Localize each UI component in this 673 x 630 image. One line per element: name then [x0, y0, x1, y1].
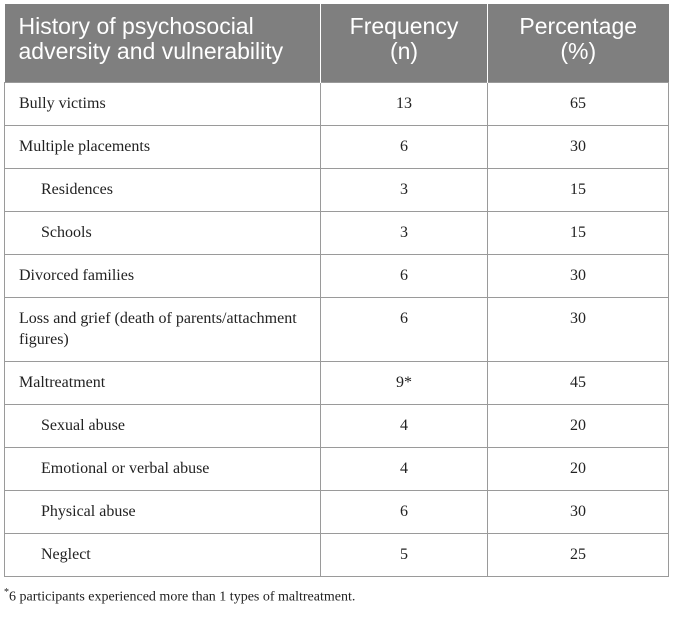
row-label: Sexual abuse [5, 404, 321, 447]
percentage-cell: 30 [488, 254, 669, 297]
table-row [5, 82, 669, 125]
frequency-cell: 13 [321, 82, 488, 125]
table-row [5, 533, 669, 576]
table-row [5, 490, 669, 533]
frequency-cell: 6 [321, 297, 488, 361]
frequency-cell: 6 [321, 254, 488, 297]
row-label: Residences [5, 168, 321, 211]
percentage-cell: 30 [488, 125, 669, 168]
frequency-cell: 4 [321, 447, 488, 490]
table-row [5, 447, 669, 490]
percentage-cell: 15 [488, 211, 669, 254]
column-header-history: History of psychosocial adversity and vulnerability [5, 4, 321, 82]
table-row [5, 361, 669, 404]
frequency-cell: 6 [321, 125, 488, 168]
footnote-marker: * [4, 586, 9, 598]
frequency-cell: 3 [321, 168, 488, 211]
footnote-text: 6 participants experienced more than 1 types of maltreatment. [9, 589, 356, 605]
row-label: Neglect [5, 533, 321, 576]
percentage-cell: 65 [488, 82, 669, 125]
frequency-cell: 9* [321, 361, 488, 404]
row-label: Loss and grief (death of parents/attachment figures) [5, 297, 321, 361]
column-header-percentage: Percentage (%) [488, 4, 669, 82]
percentage-cell: 15 [488, 168, 669, 211]
percentage-cell: 30 [488, 297, 669, 361]
frequency-cell: 5 [321, 533, 488, 576]
frequency-cell: 4 [321, 404, 488, 447]
percentage-cell: 20 [488, 447, 669, 490]
table-container [4, 4, 668, 605]
percentage-cell: 20 [488, 404, 669, 447]
table-row [5, 254, 669, 297]
psychosocial-adversity-table [4, 4, 669, 577]
table-row [5, 125, 669, 168]
frequency-cell: 6 [321, 490, 488, 533]
row-label: Physical abuse [5, 490, 321, 533]
row-label: Emotional or verbal abuse [5, 447, 321, 490]
percentage-cell: 30 [488, 490, 669, 533]
frequency-cell: 3 [321, 211, 488, 254]
table-row [5, 404, 669, 447]
table-row [5, 211, 669, 254]
percentage-cell: 45 [488, 361, 669, 404]
row-label: Schools [5, 211, 321, 254]
table-row [5, 168, 669, 211]
row-label: Bully victims [5, 82, 321, 125]
row-label: Multiple placements [5, 125, 321, 168]
column-header-frequency: Frequency (n) [321, 4, 488, 82]
table-row [5, 297, 669, 361]
row-label: Maltreatment [5, 361, 321, 404]
percentage-cell: 25 [488, 533, 669, 576]
table-footnote [4, 587, 668, 606]
row-label: Divorced families [5, 254, 321, 297]
header-row [5, 4, 669, 82]
